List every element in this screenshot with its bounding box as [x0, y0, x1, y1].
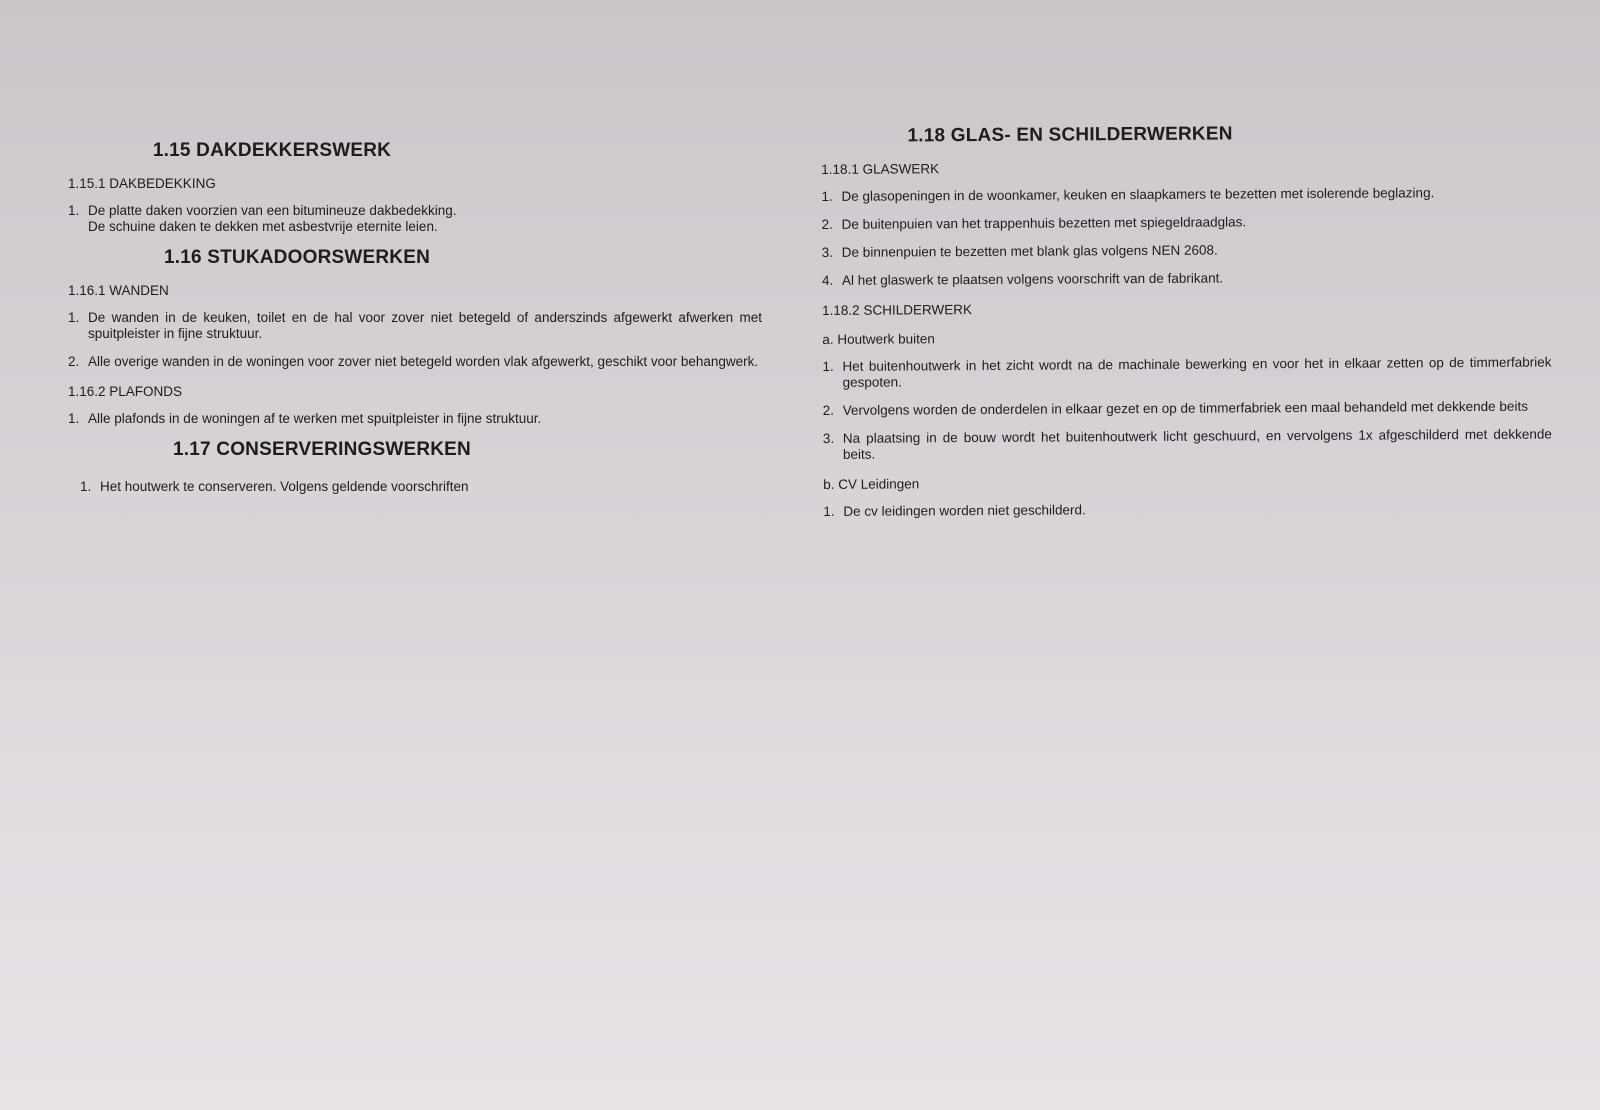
- list-item: 1. Het buitenhoutwerk in het zicht wordt na de machinale bewerking en voor het in elkaar zetten op de timmerfabriek gespoten.: [822, 354, 1552, 390]
- list-item: 2. Alle overige wanden in de woningen voor zover niet betegeld worden vlak afgewerkt, geschikt voor behangwerk.: [68, 354, 762, 370]
- list-item: 1. De platte daken voorzien van een bitumineuze dakbedekking. De schuine daken te dekken met asbestvrije eternite leien.: [68, 203, 457, 234]
- list-item-text: Al het glaswerk te plaatsen volgens voorschrift van de fabrikant.: [841, 270, 1224, 288]
- list-item-text: De glasopeningen in de woonkamer, keuken en slaapkamers te bezetten met isolerende beglazing.: [841, 185, 1435, 204]
- list-item-text: Vervolgens worden de onderdelen in elkaar gezet en op de timmerfabriek een maal behandeld met dekkende beits: [842, 398, 1528, 418]
- list-item: 1. De wanden in de keuken, toilet en de hal voor zover niet betegeld of anderszinds afgewerkt afwerken met spuitpleister in fijne struktuur.: [68, 310, 762, 341]
- list-item-text: De platte daken voorzien van een bitumineuze dakbedekking.: [88, 203, 457, 218]
- subsection-title: 1.18.2 SCHILDERWERK: [822, 302, 972, 318]
- section-title-1-15: 1.15 DAKDEKKERSWERK: [152, 140, 392, 161]
- subsection-label: a. Houtwerk buiten: [822, 331, 935, 347]
- list-item-text: De buitenpuien van het trappenhuis bezetten met spiegeldraadglas.: [841, 214, 1247, 232]
- list-item: 1. Het houtwerk te conserveren. Volgens geldende voorschriften: [80, 479, 762, 495]
- list-item: 1. De glasopeningen in de woonkamer, keuken en slaapkamers te bezetten met isolerende beglazing.: [821, 185, 1550, 205]
- list-item-text: De binnenpuien te bezetten met blank glas volgens NEN 2608.: [841, 242, 1218, 260]
- subsection-label: b. CV Leidingen: [823, 476, 920, 492]
- subsection-title: 1.15.1 DAKBEDEKKING: [68, 176, 216, 191]
- list-item-text: Na plaatsing in de bouw wordt het buitenhoutwerk licht geschuurd, en vervolgens 1x afgeschilderd met dekkende beits.: [842, 426, 1552, 462]
- subsection-title: 1.16.1 WANDEN: [68, 283, 169, 298]
- section-title-1-16: 1.16 STUKADOORSWERKEN: [163, 247, 431, 268]
- list-item: 2. Vervolgens worden de onderdelen in elkaar gezet en op de timmerfabriek een maal behandeld met dekkende beits: [823, 399, 1552, 419]
- list-item-text: Het houtwerk te conserveren. Volgens geldende voorschriften: [100, 479, 469, 494]
- list-item: 1. De cv leidingen worden niet geschilderd.: [823, 500, 1552, 520]
- list-item-text: De wanden in de keuken, toilet en de hal voor zover niet betegeld of anderszinds afgewerkt afwerken met spuitpleister in fijne struktuur.: [88, 310, 762, 341]
- list-item-text: De schuine daken te dekken met asbestvrije eternite leien.: [88, 219, 438, 234]
- left-column: [62, 140, 762, 507]
- list-item-text: Alle plafonds in de woningen af te werken met spuitpleister in fijne struktuur.: [88, 411, 542, 426]
- list-item: 1. Alle plafonds in de woningen af te werken met spuitpleister in fijne struktuur.: [68, 411, 762, 427]
- list-item-text: De cv leidingen worden niet geschilderd.: [843, 502, 1086, 519]
- subsection-title: 1.16.2 PLAFONDS: [68, 384, 183, 399]
- right-column: [815, 122, 1552, 532]
- list-item-text: Alle overige wanden in de woningen voor zover niet betegeld worden vlak afgewerkt, geschikt voor behangwerk.: [88, 354, 759, 369]
- section-title-1-18: 1.18 GLAS- EN SCHILDERWERKEN: [907, 123, 1233, 147]
- subsection-title: 1.18.1 GLASWERK: [821, 161, 940, 177]
- list-item: 3. De binnenpuien te bezetten met blank glas volgens NEN 2608.: [822, 241, 1551, 261]
- list-item-text: Het buitenhoutwerk in het zicht wordt na de machinale bewerking en voor het in elkaar zetten op de timmerfabriek gespoten.: [842, 354, 1552, 390]
- list-item: 2. De buitenpuien van het trappenhuis bezetten met spiegeldraadglas.: [822, 213, 1551, 233]
- list-item: 4. Al het glaswerk te plaatsen volgens voorschrift van de fabrikant.: [822, 269, 1551, 289]
- section-title-1-17: 1.17 CONSERVERINGSWERKEN: [173, 439, 471, 460]
- list-item: 3. Na plaatsing in de bouw wordt het buitenhoutwerk licht geschuurd, en vervolgens 1x afgeschilderd met dekkende beits.: [822, 426, 1552, 462]
